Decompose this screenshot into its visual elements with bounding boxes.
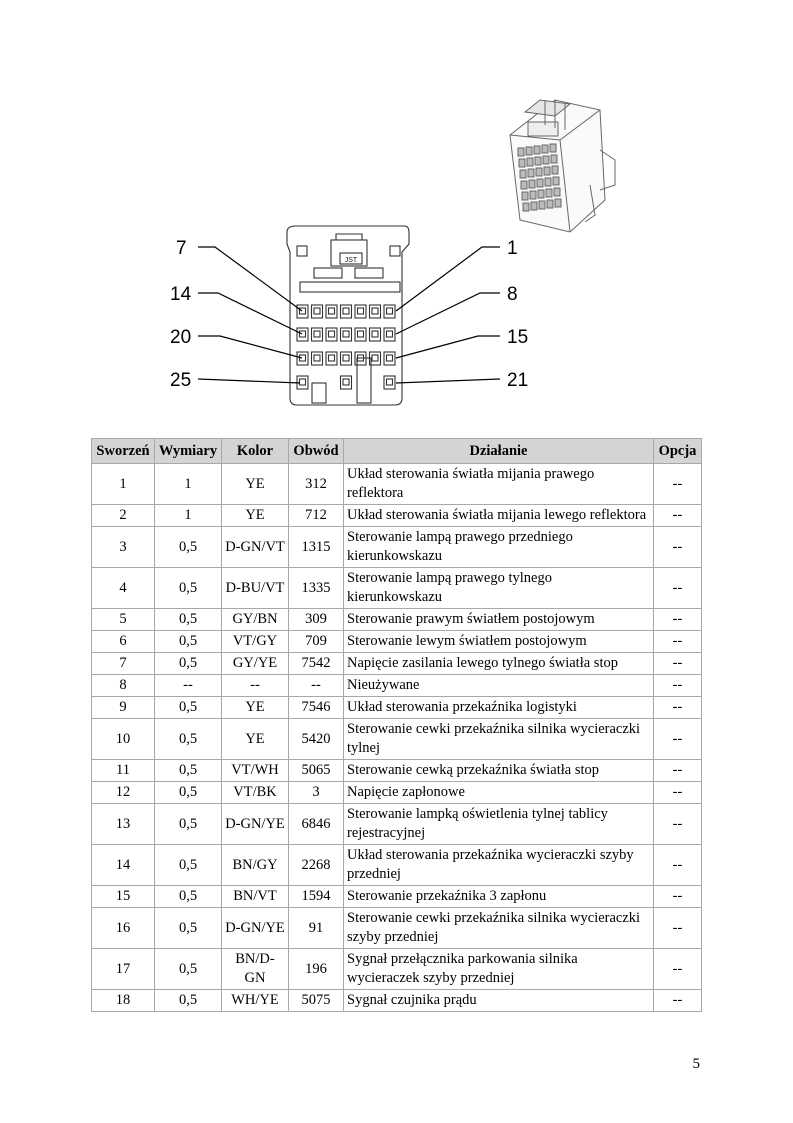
cell-color: VT/GY bbox=[222, 631, 289, 653]
connector-diagram bbox=[0, 0, 793, 430]
cell-circuit: 2268 bbox=[289, 845, 344, 886]
connector-3d-cavity bbox=[547, 200, 553, 208]
cell-function: Układ sterowania światła mijania lewego reflektora bbox=[344, 505, 654, 527]
connector-3d-cavity bbox=[526, 147, 532, 155]
cell-function: Sterowanie prawym światłem postojowym bbox=[344, 609, 654, 631]
cell-size: 1 bbox=[155, 505, 222, 527]
table-row bbox=[92, 505, 702, 527]
cell-size: 0,5 bbox=[155, 631, 222, 653]
cell-function: Sterowanie lampą prawego tylnego kierunkowskazu bbox=[344, 568, 654, 609]
cell-option: -- bbox=[654, 804, 702, 845]
cell-color: GY/YE bbox=[222, 653, 289, 675]
cell-circuit: -- bbox=[289, 675, 344, 697]
cell-pin: 18 bbox=[92, 990, 155, 1012]
cell-function: Sygnał przełącznika parkowania silnika wycieraczek szyby przedniej bbox=[344, 949, 654, 990]
cell-option: -- bbox=[654, 464, 702, 505]
connector-3d-cavity bbox=[545, 178, 551, 186]
table-row bbox=[92, 631, 702, 653]
connector-3d-cavity bbox=[538, 190, 544, 198]
pin-label-20: 20 bbox=[170, 327, 192, 348]
header-size: Wymiary bbox=[155, 439, 222, 464]
cell-function: Nieużywane bbox=[344, 675, 654, 697]
cell-color: GY/BN bbox=[222, 609, 289, 631]
cell-size: 0,5 bbox=[155, 908, 222, 949]
cell-circuit: 5420 bbox=[289, 719, 344, 760]
cell-pin: 16 bbox=[92, 908, 155, 949]
pin-label-14: 14 bbox=[170, 284, 192, 305]
connector-front-view bbox=[287, 226, 409, 405]
connector-3d-cavity bbox=[519, 159, 525, 167]
table-row bbox=[92, 908, 702, 949]
cell-circuit: 1594 bbox=[289, 886, 344, 908]
cell-option: -- bbox=[654, 760, 702, 782]
cell-circuit: 7546 bbox=[289, 697, 344, 719]
connector-stamp: JST bbox=[344, 257, 358, 264]
table-row bbox=[92, 697, 702, 719]
cell-size: 0,5 bbox=[155, 697, 222, 719]
cell-circuit: 1335 bbox=[289, 568, 344, 609]
connector-3d-cavity bbox=[553, 177, 559, 185]
table-row bbox=[92, 804, 702, 845]
table-row bbox=[92, 653, 702, 675]
cell-color: D-GN/VT bbox=[222, 527, 289, 568]
table-row bbox=[92, 845, 702, 886]
cell-option: -- bbox=[654, 949, 702, 990]
cell-color: BN/VT bbox=[222, 886, 289, 908]
cell-pin: 17 bbox=[92, 949, 155, 990]
cell-color: YE bbox=[222, 719, 289, 760]
cell-size: 0,5 bbox=[155, 609, 222, 631]
cell-function: Sterowanie cewką przekaźnika światła stop bbox=[344, 760, 654, 782]
table-row bbox=[92, 568, 702, 609]
connector-3d-cavity bbox=[552, 166, 558, 174]
cell-size: 0,5 bbox=[155, 653, 222, 675]
cell-size: 0,5 bbox=[155, 568, 222, 609]
cell-size: 0,5 bbox=[155, 760, 222, 782]
table-row bbox=[92, 782, 702, 804]
cell-size: 1 bbox=[155, 464, 222, 505]
connector-3d-cavity bbox=[535, 157, 541, 165]
cell-function: Układ sterowania przekaźnika wycieraczki szyby przedniej bbox=[344, 845, 654, 886]
cell-option: -- bbox=[654, 631, 702, 653]
cell-size: 0,5 bbox=[155, 719, 222, 760]
cell-option: -- bbox=[654, 653, 702, 675]
cell-color: VT/WH bbox=[222, 760, 289, 782]
header-color: Kolor bbox=[222, 439, 289, 464]
pin-label-7: 7 bbox=[176, 238, 187, 259]
connector-3d-cavity bbox=[529, 180, 535, 188]
connector-3d-cavity bbox=[539, 201, 545, 209]
cell-color: YE bbox=[222, 464, 289, 505]
table-row bbox=[92, 527, 702, 568]
cell-function: Sygnał czujnika prądu bbox=[344, 990, 654, 1012]
cell-pin: 10 bbox=[92, 719, 155, 760]
cell-option: -- bbox=[654, 886, 702, 908]
connector-3d-cavity bbox=[518, 148, 524, 156]
cell-option: -- bbox=[654, 609, 702, 631]
cell-circuit: 5065 bbox=[289, 760, 344, 782]
connector-3d-cavity bbox=[554, 188, 560, 196]
cell-option: -- bbox=[654, 782, 702, 804]
cell-circuit: 3 bbox=[289, 782, 344, 804]
table-header-row bbox=[92, 439, 702, 464]
page-number: 5 bbox=[692, 1056, 700, 1072]
cell-color: YE bbox=[222, 697, 289, 719]
connector-3d-cavity bbox=[555, 199, 561, 207]
cell-option: -- bbox=[654, 527, 702, 568]
header-pin: Sworzeń bbox=[92, 439, 155, 464]
pin-label-15: 15 bbox=[507, 327, 529, 348]
cell-pin: 1 bbox=[92, 464, 155, 505]
cell-size: -- bbox=[155, 675, 222, 697]
cell-circuit: 309 bbox=[289, 609, 344, 631]
cell-pin: 7 bbox=[92, 653, 155, 675]
cell-size: 0,5 bbox=[155, 886, 222, 908]
connector-3d-cavity bbox=[536, 168, 542, 176]
cell-pin: 2 bbox=[92, 505, 155, 527]
cell-function: Sterowanie lampą prawego przedniego kierunkowskazu bbox=[344, 527, 654, 568]
pin-label-25: 25 bbox=[170, 370, 192, 391]
connector-3d-view bbox=[510, 100, 615, 232]
cell-circuit: 6846 bbox=[289, 804, 344, 845]
cell-function: Napięcie zasilania lewego tylnego światła stop bbox=[344, 653, 654, 675]
cell-color: -- bbox=[222, 675, 289, 697]
cell-circuit: 709 bbox=[289, 631, 344, 653]
cell-option: -- bbox=[654, 908, 702, 949]
header-function: Działanie bbox=[344, 439, 654, 464]
connector-3d-cavity bbox=[546, 189, 552, 197]
header-option: Opcja bbox=[654, 439, 702, 464]
cell-circuit: 5075 bbox=[289, 990, 344, 1012]
cell-function: Sterowanie cewki przekaźnika silnika wycieraczki tylnej bbox=[344, 719, 654, 760]
cell-color: BN/D-GN bbox=[222, 949, 289, 990]
connector-3d-cavity bbox=[531, 202, 537, 210]
header-circuit: Obwód bbox=[289, 439, 344, 464]
cell-color: D-BU/VT bbox=[222, 568, 289, 609]
table-row bbox=[92, 719, 702, 760]
cell-function: Układ sterowania przekaźnika logistyki bbox=[344, 697, 654, 719]
cell-size: 0,5 bbox=[155, 782, 222, 804]
cell-option: -- bbox=[654, 990, 702, 1012]
cell-size: 0,5 bbox=[155, 990, 222, 1012]
cell-circuit: 196 bbox=[289, 949, 344, 990]
cell-size: 0,5 bbox=[155, 949, 222, 990]
pin-assignment-table bbox=[91, 438, 702, 1012]
cell-pin: 3 bbox=[92, 527, 155, 568]
cell-size: 0,5 bbox=[155, 527, 222, 568]
connector-3d-cavity bbox=[551, 155, 557, 163]
cell-option: -- bbox=[654, 719, 702, 760]
cell-circuit: 712 bbox=[289, 505, 344, 527]
cell-pin: 8 bbox=[92, 675, 155, 697]
cell-option: -- bbox=[654, 505, 702, 527]
cell-pin: 15 bbox=[92, 886, 155, 908]
connector-3d-cavity bbox=[534, 146, 540, 154]
cell-circuit: 312 bbox=[289, 464, 344, 505]
table-row bbox=[92, 760, 702, 782]
table-row bbox=[92, 886, 702, 908]
cell-pin: 12 bbox=[92, 782, 155, 804]
cell-pin: 6 bbox=[92, 631, 155, 653]
connector-3d-cavity bbox=[527, 158, 533, 166]
cell-color: D-GN/YE bbox=[222, 804, 289, 845]
connector-3d-cavity bbox=[520, 170, 526, 178]
cell-pin: 9 bbox=[92, 697, 155, 719]
connector-3d-cavity bbox=[528, 169, 534, 177]
cell-option: -- bbox=[654, 568, 702, 609]
cell-pin: 14 bbox=[92, 845, 155, 886]
cell-circuit: 91 bbox=[289, 908, 344, 949]
cell-pin: 4 bbox=[92, 568, 155, 609]
cell-color: BN/GY bbox=[222, 845, 289, 886]
cell-circuit: 7542 bbox=[289, 653, 344, 675]
connector-3d-cavity bbox=[550, 144, 556, 152]
cell-pin: 13 bbox=[92, 804, 155, 845]
cell-size: 0,5 bbox=[155, 845, 222, 886]
cell-function: Sterowanie przekaźnika 3 zapłonu bbox=[344, 886, 654, 908]
connector-3d-cavity bbox=[543, 156, 549, 164]
cell-size: 0,5 bbox=[155, 804, 222, 845]
connector-3d-cavity bbox=[522, 192, 528, 200]
table-row bbox=[92, 464, 702, 505]
connector-3d-cavity bbox=[530, 191, 536, 199]
table-row bbox=[92, 949, 702, 990]
connector-3d-cavity bbox=[537, 179, 543, 187]
cell-circuit: 1315 bbox=[289, 527, 344, 568]
cell-pin: 11 bbox=[92, 760, 155, 782]
table-row bbox=[92, 675, 702, 697]
table-row bbox=[92, 609, 702, 631]
cell-pin: 5 bbox=[92, 609, 155, 631]
cell-function: Układ sterowania światła mijania prawego reflektora bbox=[344, 464, 654, 505]
cell-color: D-GN/YE bbox=[222, 908, 289, 949]
cell-function: Sterowanie cewki przekaźnika silnika wycieraczki szyby przedniej bbox=[344, 908, 654, 949]
cell-color: VT/BK bbox=[222, 782, 289, 804]
connector-3d-cavity bbox=[542, 145, 548, 153]
cell-color: WH/YE bbox=[222, 990, 289, 1012]
cell-function: Napięcie zapłonowe bbox=[344, 782, 654, 804]
connector-3d-cavity bbox=[521, 181, 527, 189]
table-body bbox=[92, 464, 702, 1012]
cell-function: Sterowanie lewym światłem postojowym bbox=[344, 631, 654, 653]
cell-option: -- bbox=[654, 697, 702, 719]
pin-label-8: 8 bbox=[507, 284, 518, 305]
table-row bbox=[92, 990, 702, 1012]
connector-3d-cavity bbox=[544, 167, 550, 175]
cell-function: Sterowanie lampką oświetlenia tylnej tablicy rejestracyjnej bbox=[344, 804, 654, 845]
pin-label-21: 21 bbox=[507, 370, 529, 391]
cell-color: YE bbox=[222, 505, 289, 527]
cell-option: -- bbox=[654, 675, 702, 697]
connector-3d-cavity bbox=[523, 203, 529, 211]
cell-option: -- bbox=[654, 845, 702, 886]
pin-label-1: 1 bbox=[507, 238, 518, 259]
